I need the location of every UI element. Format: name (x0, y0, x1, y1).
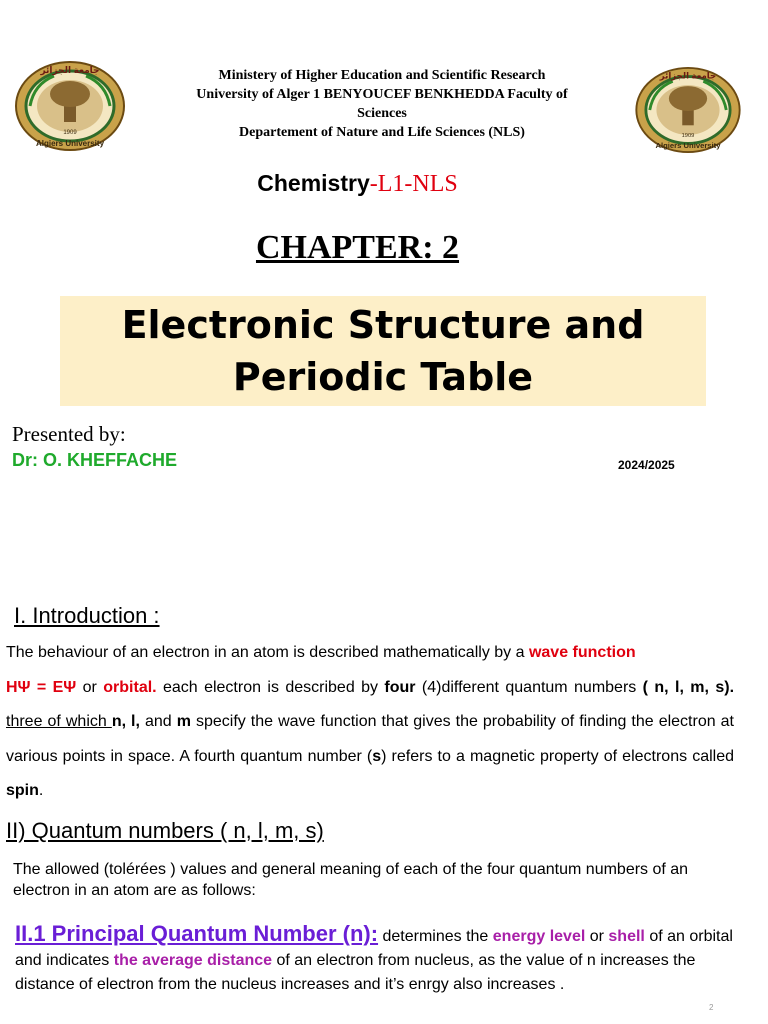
introduction-heading: I. Introduction : (14, 603, 160, 628)
university-logo-right (632, 66, 744, 158)
presenter-name: Dr: O. KHEFFACHE (12, 450, 178, 470)
svg-text:Algiers University: Algiers University (35, 139, 105, 148)
university-seal-icon (632, 66, 744, 154)
quantum-numbers-heading: II) Quantum numbers ( n, l, m, s) (6, 818, 324, 843)
department-line: Departement of Nature and Life Sciences (NLS) (239, 125, 525, 140)
university-line: University of Alger 1 BENYOUCEF BENKHEDDA Faculty of (196, 87, 568, 102)
chapter-title: Electronic Structure and Periodic Table (121, 303, 645, 399)
course-subject: Chemistry (257, 170, 370, 196)
university-logo-left (14, 60, 126, 152)
academic-year: 2024/2025 (618, 458, 675, 472)
quantum-numbers-intro: The allowed (tolérées ) values and general meaning of each of the four quantum numbers of an electron in an atom are as follows: (13, 861, 689, 899)
svg-text:جامعة الجزائر: جامعة الجزائر (40, 65, 100, 75)
ministry-line: Ministery of Higher Education and Scientific Research (218, 68, 546, 83)
title-banner (60, 296, 706, 406)
svg-text:1909: 1909 (63, 130, 77, 136)
svg-text:Algiers University: Algiers University (655, 141, 721, 151)
principal-quantum-number-paragraph: II.1 Principal Quantum Number (n): determines the energy level or shell of an orbital and indicates the average distance of an electron from nucleus, as the value of n increases the distance of electron from the nucleus increases and it’s enrgy also increases . (15, 921, 733, 993)
faculty-line: Sciences (357, 106, 407, 121)
presented-by-label: Presented by: (12, 422, 126, 446)
svg-text:1909: 1909 (681, 132, 695, 139)
chapter-heading: CHAPTER: 2 (255, 229, 460, 266)
course-title (0, 170, 715, 198)
institution-header (150, 66, 614, 142)
principal-quantum-number-heading: II.1 Principal Quantum Number (n): (15, 921, 379, 946)
university-seal-icon (14, 60, 126, 152)
introduction-paragraph: The behaviour of an electron in an atom is described mathematically by a wave function HΨ = EΨ or orbital. each electron is described by four (4)different quantum numbers ( n, l, m, s). three of which n, l, and m specify the wave function that gives the probability of finding the electron at various points in space. A fourth quantum number (s) refers to a magnetic property of electrons called spin. (6, 644, 735, 799)
page-number: 2 (709, 1003, 714, 1012)
svg-text:جامعة الجزائر: جامعة الجزائر (659, 70, 717, 81)
course-level: -L1-NLS (369, 171, 458, 197)
